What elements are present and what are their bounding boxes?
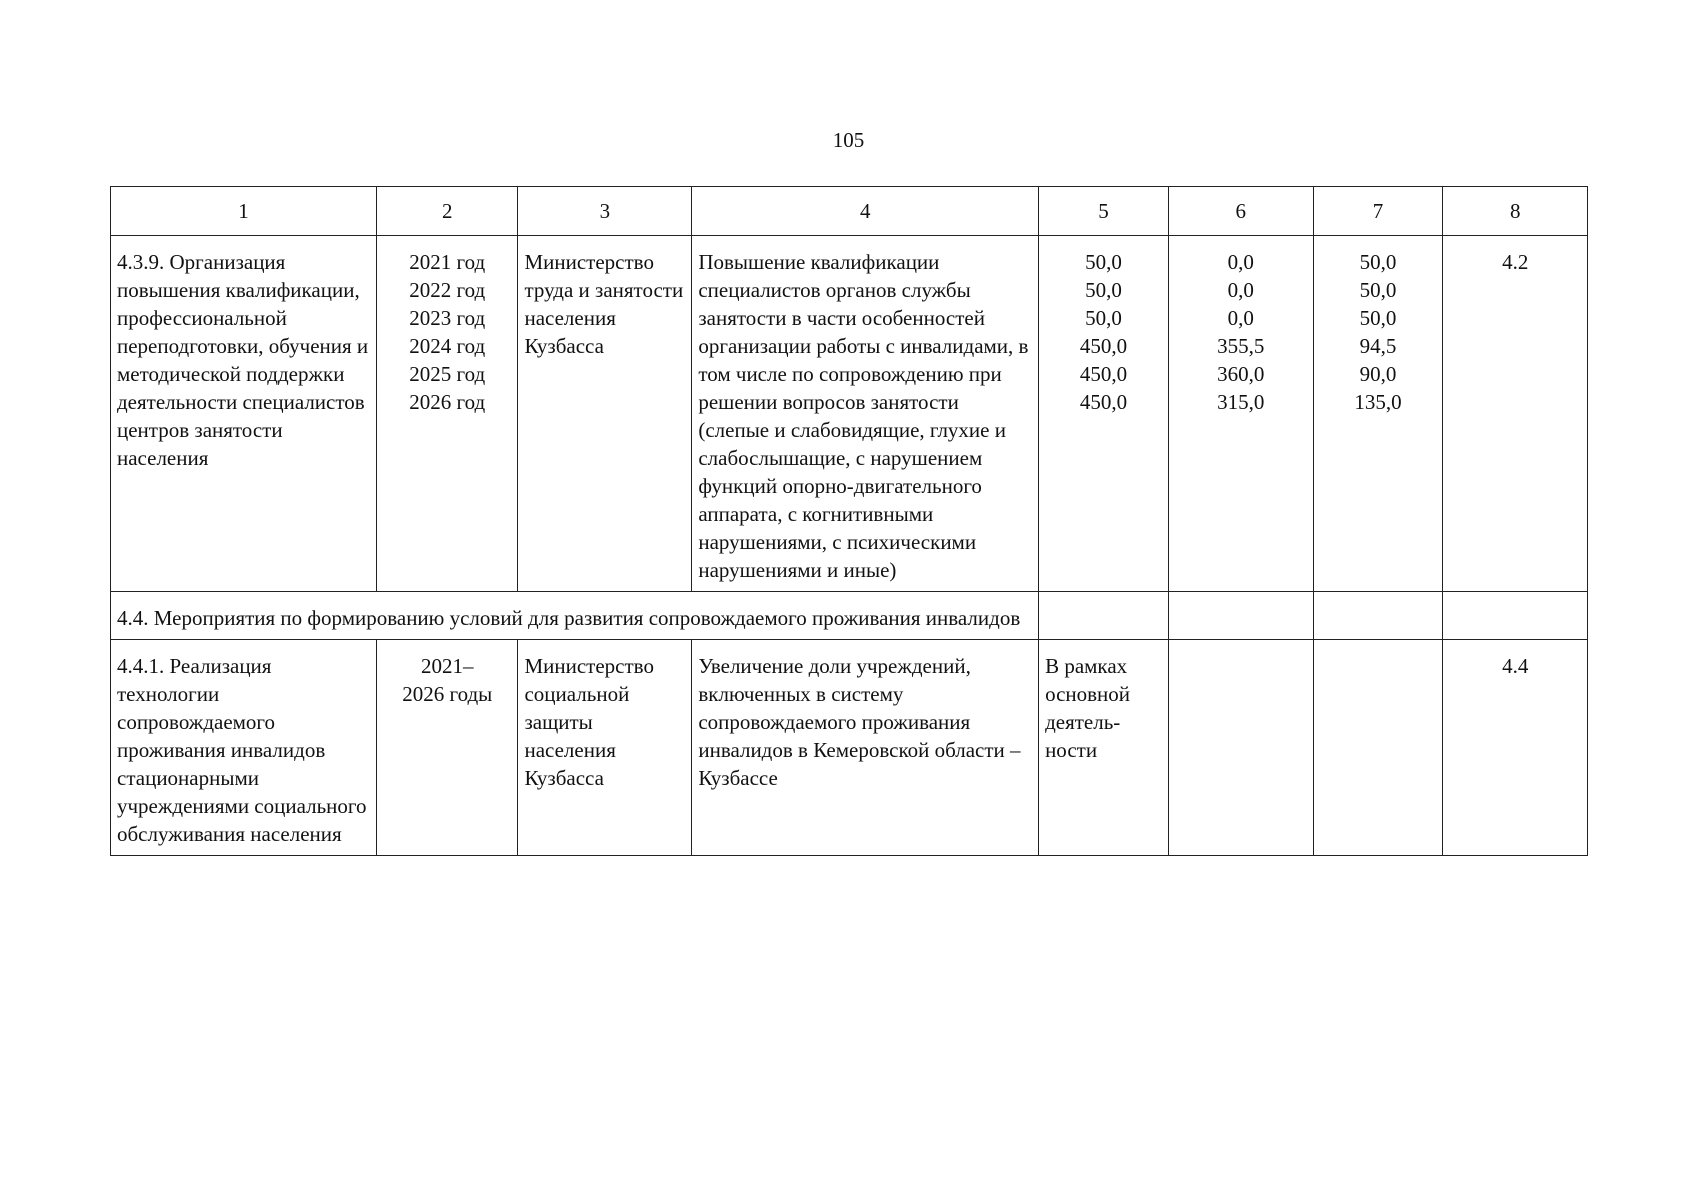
section-empty-cell-6 (1168, 592, 1313, 640)
col7-cell: 50,0 50,0 50,0 94,5 90,0 135,0 (1313, 236, 1443, 592)
result-cell: Повышение квалификации специалистов органов службы занятости в части особенностей организации работы с инвалидами, в том числе по сопровождению при решении вопросов занятости (слепые и слабовидящие, глухие и слабослышащие, с нарушением функций опорно-двигательного аппарата, с когнитивными нарушениями, с психическими нарушениями и иные) (692, 236, 1039, 592)
program-table (110, 186, 1588, 856)
years-cell: 2021– 2026 годы (377, 640, 518, 856)
header-cell-5: 5 (1039, 187, 1169, 236)
section-empty-cell-7 (1313, 592, 1443, 640)
section-row (111, 592, 1588, 640)
header-cell-7: 7 (1313, 187, 1443, 236)
header-cell-6: 6 (1168, 187, 1313, 236)
header-cell-8: 8 (1443, 187, 1588, 236)
section-empty-cell-5 (1039, 592, 1169, 640)
header-cell-1: 1 (111, 187, 377, 236)
col5-cell: В рамках основной деятель-ности (1039, 640, 1169, 856)
table-row (111, 236, 1588, 592)
table-row (111, 640, 1588, 856)
col6-cell: 0,0 0,0 0,0 355,5 360,0 315,0 (1168, 236, 1313, 592)
section-empty-cell-8 (1443, 592, 1588, 640)
header-cell-4: 4 (692, 187, 1039, 236)
executor-cell: Министерство социальной защиты населения Кузбасса (518, 640, 692, 856)
event-cell: 4.3.9. Организация повышения квалификации, профессиональной переподготовки, обучения и методической поддержки деятельности специалистов центров занятости населения (111, 236, 377, 592)
col6-cell (1168, 640, 1313, 856)
years-cell: 2021 год 2022 год 2023 год 2024 год 2025 год 2026 год (377, 236, 518, 592)
header-row (111, 187, 1588, 236)
col5-cell: 50,0 50,0 50,0 450,0 450,0 450,0 (1039, 236, 1169, 592)
result-cell: Увеличение доли учреждений, включенных в систему сопровождаемого проживания инвалидов в Кемеровской области – Кузбассе (692, 640, 1039, 856)
col7-cell (1313, 640, 1443, 856)
executor-cell: Министерство труда и занятости населения Кузбасса (518, 236, 692, 592)
header-cell-2: 2 (377, 187, 518, 236)
event-cell: 4.4.1. Реализация технологии сопровождаемого проживания инвалидов стационарными учреждениями социального обслуживания населения (111, 640, 377, 856)
section-title: 4.4. Мероприятия по формированию условий для развития сопровождаемого проживания инвалидов (111, 592, 1039, 640)
col8-cell: 4.4 (1443, 640, 1588, 856)
header-cell-3: 3 (518, 187, 692, 236)
page-number: 105 (832, 128, 865, 152)
col8-cell: 4.2 (1443, 236, 1588, 592)
